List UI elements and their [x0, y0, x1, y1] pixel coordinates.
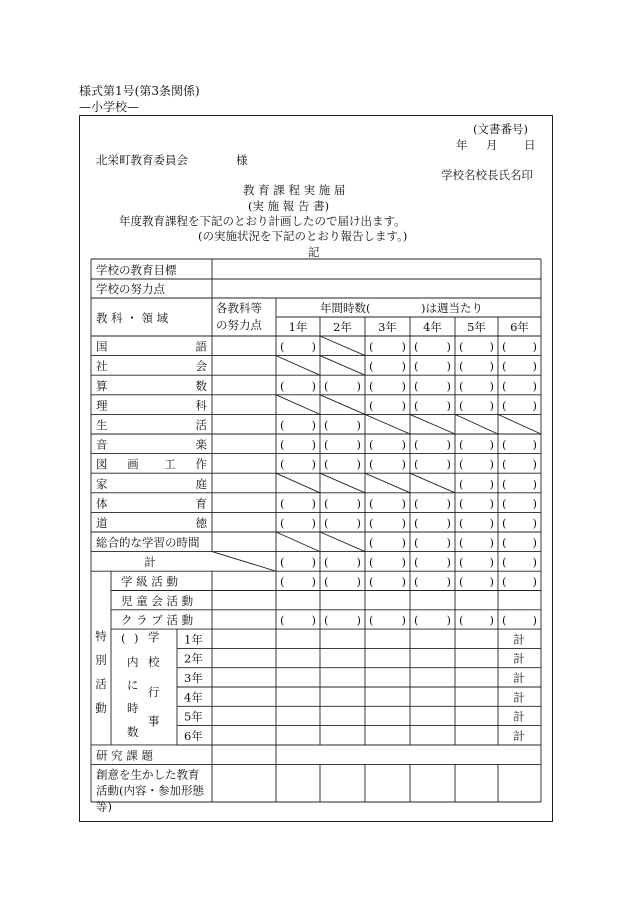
document-number: (文書番号) [473, 122, 528, 136]
event-char: ) [134, 631, 139, 645]
subject-cell-close: ) [311, 378, 316, 393]
annual-hours-label: 年間時数( [320, 301, 371, 315]
event-char: 時 [127, 701, 139, 715]
document-subtitle: (実 施 報 告 書) [248, 199, 330, 213]
subject-cell-close: ) [532, 378, 537, 393]
subject-cell-close: ) [489, 359, 494, 374]
subject-cell-open: ( [280, 457, 285, 472]
subject-cell-open: ( [280, 339, 285, 354]
subject-label: 総合的な学習の時間 [96, 535, 200, 550]
subject-cell-open: ( [502, 378, 507, 393]
subject-cell-close: ) [532, 535, 537, 550]
special-cell-close: ) [532, 613, 537, 628]
subject-cell-open: ( [324, 516, 329, 530]
subject-cell-open: ( [502, 476, 507, 491]
subject-label: 体 [96, 496, 108, 511]
subject-cell-open: ( [369, 496, 374, 511]
subject-cell-open: ( [369, 437, 374, 452]
subject-cell-close: ) [311, 437, 316, 452]
subject-cell-close: ) [311, 516, 316, 530]
special-cell-open: ( [459, 574, 464, 589]
subject-cell-close: ) [401, 535, 406, 550]
subject-cell-open: ( [414, 496, 419, 511]
subject-cell-open: ( [414, 535, 419, 550]
special-cell-open: ( [459, 613, 464, 628]
event-char: ( [121, 631, 126, 645]
subject-cell-open: ( [324, 457, 329, 472]
grade-header-2: 2年 [333, 320, 352, 334]
grade-header-5: 5年 [467, 320, 486, 334]
event-grade-label: 5年 [184, 709, 203, 724]
subject-cell-open: ( [414, 457, 419, 472]
subject-cell-open: ( [369, 378, 374, 393]
subject-cell-close: ) [401, 339, 406, 354]
special-cell-close: ) [401, 574, 406, 589]
subject-label: 庭 [195, 476, 207, 491]
subject-cell-open: ( [369, 516, 374, 530]
subject-cell-open: ( [414, 339, 419, 354]
total-cell-open: ( [324, 555, 329, 570]
grade-header-3: 3年 [378, 320, 397, 334]
subject-cell-close: ) [446, 359, 451, 374]
special-cell-close: ) [446, 574, 451, 589]
subject-cell-close: ) [532, 496, 537, 511]
subject-cell-slash [365, 414, 410, 434]
event-char: 内 [127, 655, 139, 669]
subject-cell-close: ) [489, 496, 494, 511]
special-cell-close: ) [532, 574, 537, 589]
subject-cell-close: ) [311, 339, 316, 354]
school-type: —小学校— [79, 100, 140, 114]
subject-cell-close: ) [489, 457, 494, 472]
subject-cell-open: ( [502, 359, 507, 374]
subject-cell-close: ) [489, 339, 494, 354]
creative-label-3: 等) [96, 799, 112, 814]
subject-cell-close: ) [489, 476, 494, 491]
special-label: 特 [95, 629, 107, 643]
subject-cell-close: ) [532, 339, 537, 354]
body-line-1: 年度教育課程を下記のとおり計画したので届け出ます。 [119, 214, 406, 228]
subject-cell-open: ( [459, 398, 464, 413]
special-cell-open: ( [414, 613, 419, 628]
special-cell-close: ) [401, 613, 406, 628]
subject-cell-open: ( [324, 496, 329, 511]
subject-label: 国 [96, 339, 108, 354]
subject-label: 道 [96, 516, 108, 530]
subject-cell-close: ) [446, 516, 451, 530]
event-total: 計 [513, 671, 525, 685]
subject-cell-close: ) [489, 516, 494, 530]
creative-label-2: 活動(内容・参加形態 [96, 783, 204, 798]
research-label: 研 究 課 題 [96, 748, 153, 763]
subject-cell-close: ) [401, 516, 406, 530]
subject-label: 画 [127, 457, 139, 472]
grade-header-1: 1年 [288, 320, 308, 334]
subject-cell-open: ( [414, 516, 419, 530]
subject-label: 音 [96, 437, 108, 452]
honorific: 様 [236, 153, 248, 167]
event-grade-label: 2年 [184, 651, 203, 666]
event-total: 計 [513, 709, 525, 724]
grade-header-4: 4年 [423, 320, 442, 334]
subject-cell-close: ) [446, 378, 451, 393]
special-cell-open: ( [280, 574, 285, 589]
total-slash [212, 552, 276, 572]
subject-cell-close: ) [532, 516, 537, 530]
subject-label: 数 [195, 378, 207, 393]
subject-cell-open: ( [324, 418, 329, 432]
subject-cell-slash [320, 473, 365, 493]
subject-label: 科 [195, 398, 207, 413]
subject-label: 会 [195, 359, 207, 374]
special-cell-open: ( [414, 574, 419, 589]
date-month: 月 [486, 138, 498, 152]
subject-cell-close: ) [446, 437, 451, 452]
subject-cell-open: ( [324, 437, 329, 452]
subject-cell-slash [410, 414, 455, 434]
subject-cell-slash [320, 356, 365, 376]
special-cell-open: ( [502, 613, 507, 628]
date-day: 日 [524, 138, 536, 152]
effort-label: 学校の努力点 [96, 282, 165, 296]
total-cell-open: ( [280, 555, 285, 570]
special-label: 動 [95, 701, 107, 715]
subject-cell-open: ( [280, 496, 285, 511]
subject-cell-slash [276, 473, 320, 493]
event-char: 行 [148, 685, 160, 699]
subject-cell-close: ) [446, 535, 451, 550]
subject-cell-close: ) [401, 398, 406, 413]
subject-cell-slash [410, 473, 455, 493]
subject-cell-open: ( [502, 398, 507, 413]
subject-cell-open: ( [414, 398, 419, 413]
event-grade-label: 3年 [184, 671, 203, 685]
subject-cell-close: ) [532, 476, 537, 491]
annual-hours-suffix: )は週当たり [421, 301, 483, 315]
total-label: 計 [144, 555, 156, 570]
special-cell-open: ( [369, 574, 374, 589]
special-activity-label: ク ラ ブ 活 動 [121, 613, 194, 628]
total-cell-open: ( [369, 555, 374, 570]
subject-label: 育 [195, 496, 207, 511]
subject-cell-slash [276, 356, 320, 376]
subject-cell-open: ( [459, 496, 464, 511]
special-label: 活 [95, 677, 107, 691]
subject-label: 活 [195, 418, 207, 432]
subject-label: 生 [96, 418, 108, 432]
total-cell-open: ( [502, 555, 507, 570]
special-cell-close: ) [311, 613, 316, 628]
special-cell-close: ) [489, 574, 494, 589]
subject-cell-close: ) [356, 437, 361, 452]
special-label: 別 [95, 653, 107, 667]
special-cell-open: ( [324, 613, 329, 628]
subject-cell-open: ( [459, 359, 464, 374]
subject-cell-open: ( [459, 476, 464, 491]
special-cell-close: ) [489, 613, 494, 628]
special-cell-close: ) [356, 613, 361, 628]
subject-cell-open: ( [459, 378, 464, 393]
ki-mark: 記 [308, 245, 320, 259]
body-line-2: (の実施状況を下記のとおり報告します。) [198, 229, 408, 243]
subject-cell-open: ( [459, 457, 464, 472]
subject-cell-close: ) [489, 535, 494, 550]
sender-name: 学校名校長氏名印 [441, 168, 533, 182]
special-cell-open: ( [324, 574, 329, 589]
subject-label: 楽 [195, 437, 207, 452]
event-total: 計 [513, 651, 525, 666]
subject-cell-close: ) [311, 457, 316, 472]
total-cell-close: ) [489, 555, 494, 570]
subject-cell-close: ) [356, 516, 361, 530]
subject-cell-slash [320, 395, 365, 415]
subject-label: 算 [96, 378, 108, 393]
event-total: 計 [513, 690, 525, 705]
subject-cell-close: ) [401, 378, 406, 393]
subject-cell-open: ( [502, 516, 507, 530]
subject-cell-open: ( [369, 398, 374, 413]
subject-cell-close: ) [311, 496, 316, 511]
subject-label: 語 [195, 339, 207, 354]
subject-cell-open: ( [502, 535, 507, 550]
subject-cell-close: ) [489, 437, 494, 452]
subject-cell-close: ) [356, 496, 361, 511]
special-cell-close: ) [446, 613, 451, 628]
subject-label: 工 [164, 457, 176, 472]
subject-cell-close: ) [532, 359, 537, 374]
grade-header-6: 6年 [510, 320, 529, 334]
effort-col-header-1: 各教科等 [216, 301, 262, 315]
subject-cell-open: ( [502, 339, 507, 354]
subject-cell-close: ) [532, 457, 537, 472]
event-char: 事 [148, 714, 160, 728]
subject-cell-open: ( [280, 516, 285, 530]
subject-label: 社 [96, 359, 108, 374]
special-activity-label: 児 童 会 活 動 [121, 593, 194, 608]
subject-header: 教 科 ・ 領 域 [96, 311, 169, 325]
form-number: 様式第1号(第3条関係) [79, 84, 200, 98]
goal-label: 学校の教育目標 [96, 263, 177, 277]
subject-cell-close: ) [446, 398, 451, 413]
event-char: 校 [148, 655, 160, 669]
total-cell-close: ) [401, 555, 406, 570]
subject-cell-close: ) [489, 398, 494, 413]
subject-label: 徳 [195, 516, 207, 530]
subject-cell-open: ( [502, 496, 507, 511]
subject-cell-open: ( [459, 339, 464, 354]
subject-cell-close: ) [446, 339, 451, 354]
subject-cell-open: ( [369, 535, 374, 550]
subject-cell-close: ) [446, 496, 451, 511]
special-cell-close: ) [356, 574, 361, 589]
event-total: 計 [513, 632, 525, 647]
document-title: 教 育 課 程 実 施 届 [243, 183, 346, 197]
total-cell-close: ) [532, 555, 537, 570]
subject-cell-open: ( [324, 378, 329, 393]
event-grade-label: 1年 [184, 632, 203, 647]
subject-cell-close: ) [401, 457, 406, 472]
date-year: 年 [456, 138, 468, 152]
subject-label: 理 [96, 398, 108, 413]
subject-cell-close: ) [401, 359, 406, 374]
special-cell-close: ) [311, 574, 316, 589]
total-cell-open: ( [414, 555, 419, 570]
subject-cell-close: ) [489, 378, 494, 393]
subject-cell-slash [276, 395, 320, 415]
subject-cell-open: ( [459, 516, 464, 530]
special-cell-open: ( [502, 574, 507, 589]
subject-cell-close: ) [356, 457, 361, 472]
subject-cell-slash [455, 414, 498, 434]
subject-cell-open: ( [369, 457, 374, 472]
subject-cell-open: ( [280, 378, 285, 393]
subject-cell-open: ( [414, 359, 419, 374]
creative-label-1: 創意を生かした教育 [96, 767, 200, 782]
subject-cell-close: ) [446, 457, 451, 472]
event-grade-label: 6年 [184, 728, 203, 743]
total-cell-close: ) [356, 555, 361, 570]
subject-cell-close: ) [532, 398, 537, 413]
subject-cell-slash [498, 414, 541, 434]
subject-cell-open: ( [280, 437, 285, 452]
subject-cell-slash [320, 336, 365, 356]
special-cell-open: ( [280, 613, 285, 628]
subject-cell-close: ) [401, 437, 406, 452]
subject-cell-slash [320, 532, 365, 552]
subject-label: 家 [96, 476, 108, 491]
subject-cell-open: ( [414, 378, 419, 393]
subject-cell-open: ( [369, 359, 374, 374]
subject-cell-slash [365, 473, 410, 493]
subject-label: 作 [195, 457, 207, 472]
subject-label: 図 [96, 457, 108, 472]
subject-cell-open: ( [502, 437, 507, 452]
subject-cell-slash [276, 532, 320, 552]
special-cell-open: ( [369, 613, 374, 628]
event-char: 数 [127, 725, 139, 739]
event-grade-label: 4年 [184, 690, 203, 705]
event-total: 計 [513, 728, 525, 743]
effort-col-header-2: の努力点 [216, 318, 262, 332]
addressee: 北栄町教育委員会 [96, 153, 188, 167]
total-cell-close: ) [311, 555, 316, 570]
subject-cell-close: ) [356, 378, 361, 393]
subject-cell-close: ) [311, 418, 316, 432]
subject-cell-open: ( [459, 535, 464, 550]
event-char: に [127, 678, 139, 692]
subject-cell-open: ( [369, 339, 374, 354]
event-char: 学 [148, 630, 160, 644]
subject-cell-close: ) [356, 418, 361, 432]
total-cell-open: ( [459, 555, 464, 570]
subject-cell-close: ) [532, 437, 537, 452]
subject-cell-open: ( [280, 418, 285, 432]
total-cell-close: ) [446, 555, 451, 570]
subject-cell-open: ( [502, 457, 507, 472]
special-activity-label: 学 級 活 動 [121, 574, 178, 589]
subject-cell-open: ( [459, 437, 464, 452]
subject-cell-close: ) [401, 496, 406, 511]
subject-cell-open: ( [414, 437, 419, 452]
